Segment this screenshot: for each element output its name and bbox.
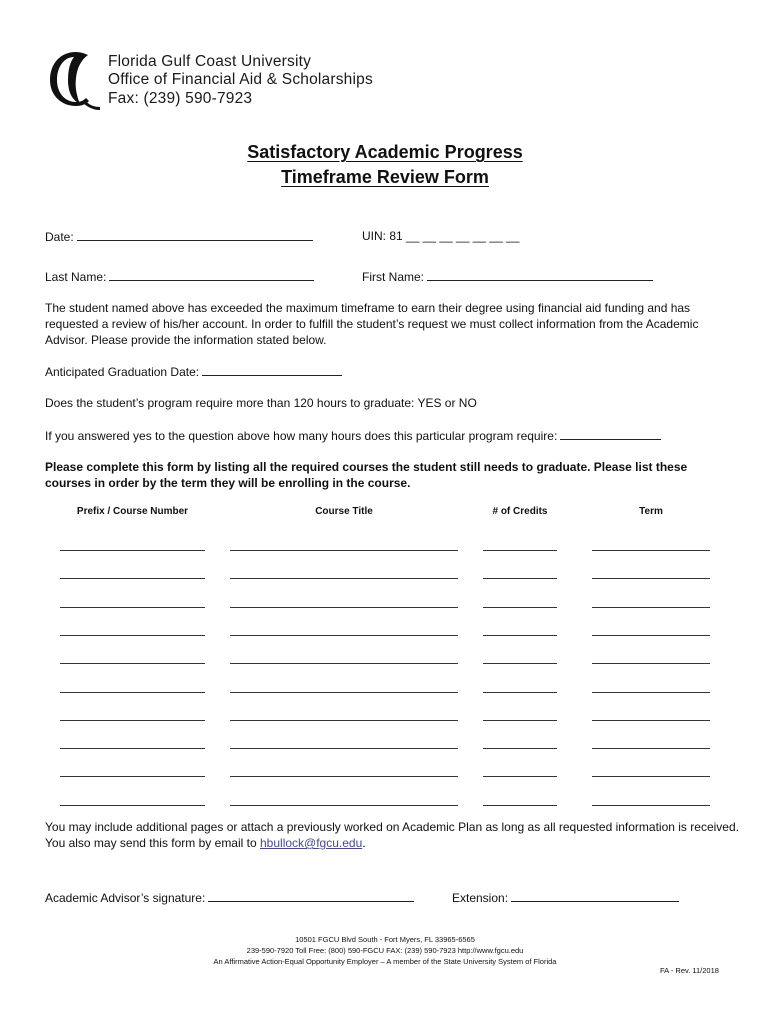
hours-followup-label: If you answered yes to the question above how many hours does this particular program require: xyxy=(45,429,558,443)
course-entry-line[interactable] xyxy=(230,635,458,636)
course-entry-line[interactable] xyxy=(60,776,205,777)
intro-paragraph: The student named above has exceeded the maximum timeframe to earn their degree using financial aid funding and has requested a review of his/her account. In order to fulfill the student’s request we must collect information from the Academic Advisor. Please provide the information stated below. xyxy=(45,301,699,347)
course-entry-line[interactable] xyxy=(592,578,710,579)
additional-info-line1: You may include additional pages or attach a previously worked on Academic Plan as long as all requested information is received. xyxy=(45,820,739,834)
course-entry-line[interactable] xyxy=(483,550,557,551)
course-entry-line[interactable] xyxy=(60,720,205,721)
last-name-input-line[interactable] xyxy=(109,269,314,281)
graduation-date-field xyxy=(45,364,342,379)
course-entry-line[interactable] xyxy=(230,805,458,806)
course-entry-line[interactable] xyxy=(60,663,205,664)
course-entry-line[interactable] xyxy=(483,720,557,721)
course-entry-line[interactable] xyxy=(483,776,557,777)
graduation-date-input-line[interactable] xyxy=(202,364,342,376)
course-entry-line[interactable] xyxy=(230,578,458,579)
course-entry-line[interactable] xyxy=(60,578,205,579)
advisor-signature-label: Academic Advisor’s signature: xyxy=(45,891,206,905)
course-entry-line[interactable] xyxy=(592,663,710,664)
first-name-input-line[interactable] xyxy=(427,269,653,281)
course-entry-line[interactable] xyxy=(230,748,458,749)
course-entry-line[interactable] xyxy=(60,635,205,636)
first-name-label: First Name: xyxy=(362,270,425,284)
form-title-line1: Satisfactory Academic Progress xyxy=(247,142,523,162)
course-entry-line[interactable] xyxy=(592,748,710,749)
course-entry-line[interactable] xyxy=(230,720,458,721)
course-entry-line[interactable] xyxy=(592,635,710,636)
header-credits: # of Credits xyxy=(492,506,548,517)
course-entry-line[interactable] xyxy=(230,607,458,608)
date-label: Date: xyxy=(45,230,74,244)
course-entry-line[interactable] xyxy=(592,692,710,693)
hours-question: Does the student’s program require more than 120 hours to graduate: YES or NO xyxy=(45,396,477,410)
footer-statement: An Affirmative Action-Equal Opportunity Employer – A member of the State University System of Florida xyxy=(213,957,557,966)
course-entry-line[interactable] xyxy=(483,607,557,608)
course-entry-line[interactable] xyxy=(483,578,557,579)
hours-input-line[interactable] xyxy=(560,428,661,440)
office-name: Office of Financial Aid & Scholarships xyxy=(108,71,373,88)
additional-info-prefix: You also may send this form by email to xyxy=(45,836,260,850)
extension-input-line[interactable] xyxy=(511,890,679,902)
course-entry-line[interactable] xyxy=(592,720,710,721)
course-entry-line[interactable] xyxy=(592,607,710,608)
course-entry-line[interactable] xyxy=(592,776,710,777)
course-entry-line[interactable] xyxy=(60,550,205,551)
last-name-field xyxy=(45,269,314,284)
course-entry-line[interactable] xyxy=(483,805,557,806)
fgcu-logo-icon xyxy=(46,48,102,112)
first-name-field xyxy=(362,269,653,284)
course-entry-line[interactable] xyxy=(483,748,557,749)
course-entry-line[interactable] xyxy=(230,550,458,551)
course-entry-line[interactable] xyxy=(483,663,557,664)
course-entry-line[interactable] xyxy=(230,663,458,664)
footer-address: 10501 FGCU Blvd South - Fort Myers, FL 33965-6565 xyxy=(295,935,475,944)
date-field xyxy=(45,229,313,244)
uin-label: UIN: 81 __ __ __ __ __ __ __ xyxy=(362,229,520,243)
extension-field xyxy=(452,890,679,905)
header-course-title: Course Title xyxy=(315,506,373,517)
course-entry-line[interactable] xyxy=(60,805,205,806)
form-title-line2: Timeframe Review Form xyxy=(281,167,489,187)
instructions-paragraph: Please complete this form by listing all the required courses the student still needs to graduate. Please list these courses in order by the term they will be enrolling in the course. xyxy=(45,460,688,490)
revision-label: FA - Rev. 11/2018 xyxy=(660,966,719,975)
last-name-label: Last Name: xyxy=(45,270,107,284)
course-entry-line[interactable] xyxy=(592,550,710,551)
extension-label: Extension: xyxy=(452,891,509,905)
advisor-email-link[interactable]: hbullock@fgcu.edu xyxy=(260,836,363,850)
footer-contact: 239-590-7920 Toll Free: (800) 590-FGCU FAX: (239) 590-7923 http://www.fgcu.edu xyxy=(246,946,524,955)
uin-field[interactable] xyxy=(362,229,519,243)
advisor-signature-line[interactable] xyxy=(208,890,414,902)
course-entry-line[interactable] xyxy=(60,607,205,608)
date-input-line[interactable] xyxy=(77,229,313,241)
course-entry-line[interactable] xyxy=(60,692,205,693)
advisor-signature-field xyxy=(45,890,414,905)
header-prefix-course: Prefix / Course Number xyxy=(76,506,189,517)
course-entry-line[interactable] xyxy=(230,776,458,777)
university-name: Florida Gulf Coast University xyxy=(108,53,312,70)
course-entry-line[interactable] xyxy=(483,692,557,693)
additional-info-line2 xyxy=(45,836,366,850)
course-entry-line[interactable] xyxy=(230,692,458,693)
course-entry-line[interactable] xyxy=(60,748,205,749)
course-entry-line[interactable] xyxy=(483,635,557,636)
course-entry-line[interactable] xyxy=(592,805,710,806)
header-term: Term xyxy=(639,506,663,517)
hours-followup-field xyxy=(45,428,661,443)
fax-number: Fax: (239) 590-7923 xyxy=(108,90,253,107)
graduation-date-label: Anticipated Graduation Date: xyxy=(45,365,200,379)
additional-info-suffix: . xyxy=(362,836,366,850)
